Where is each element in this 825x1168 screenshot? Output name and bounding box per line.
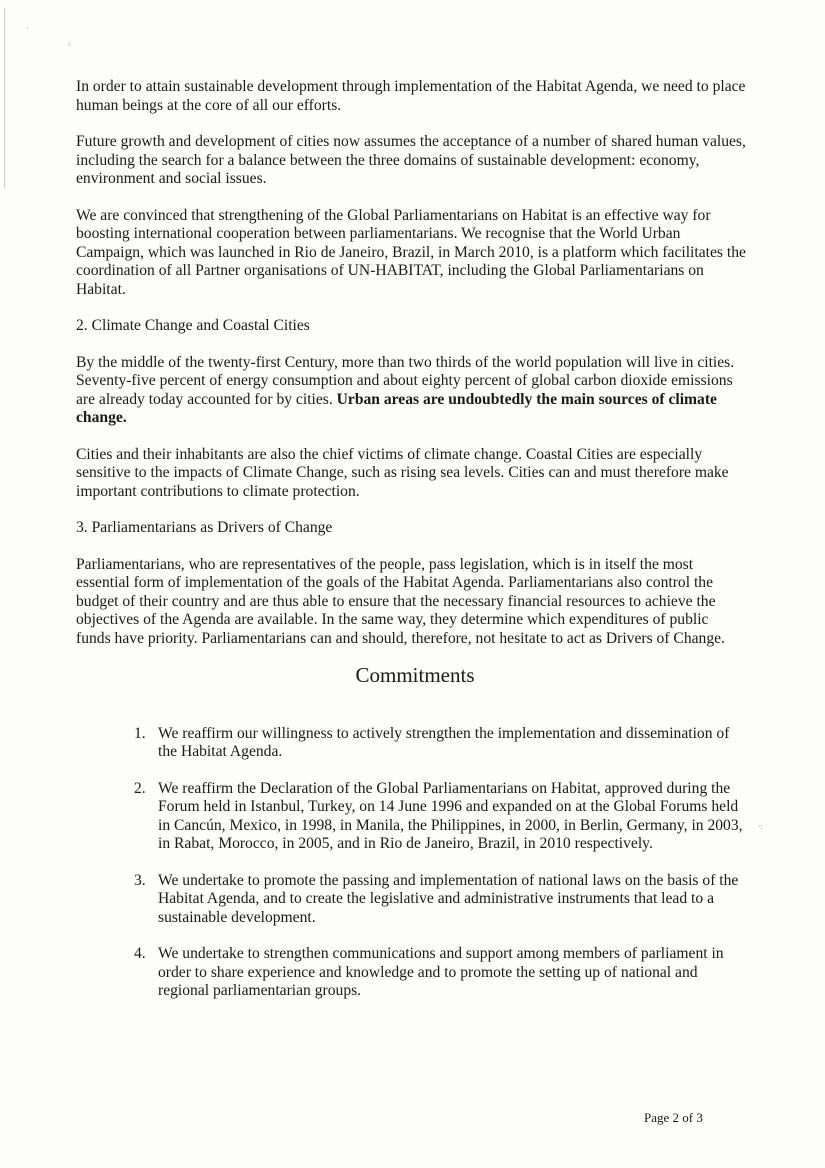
- bold-statement: Urban areas are undoubtedly the main sources of climate change.: [76, 390, 717, 426]
- paragraph-parliamentarians: Parliamentarians, who are representatives of the people, pass legislation, which is in itself the most essential form of implementation of the goals of the Habitat Agenda. Parliamentarians also control the budget of their country and are thus able to ensure that the necessary financial resources to achieve the objectives of the Agenda are available. In the same way, they determine which expenditures of public funds have priority. Parliamentarians can and should, therefore, not hesitate to act as Drivers of Change.: [76, 555, 725, 647]
- paragraph-future-growth: Future growth and development of cities now assumes the acceptance of a number of shared human values, including the search for a balance between the three domains of sustainable development: economy, environment and social issues.: [76, 133, 746, 187]
- commitment-number: 3.: [134, 871, 146, 889]
- page-number: Page 2 of 3: [644, 1110, 703, 1125]
- scan-speck: ◦: [68, 40, 71, 49]
- scan-edge-line: [4, 8, 5, 188]
- commitment-number: 4.: [134, 945, 146, 962]
- commitment-number: 1.: [134, 724, 146, 742]
- commitments-list: [76, 725, 746, 1001]
- commitment-number: 2.: [134, 779, 146, 797]
- commitment-text: We reaffirm our willingness to actively strengthen the implementation and dissemination of the Habitat Agenda.: [158, 724, 730, 760]
- commitment-item: [76, 872, 746, 928]
- document-body: [76, 78, 746, 1019]
- section-heading-climate-change: 2. Climate Change and Coastal Cities: [76, 317, 310, 334]
- paragraph-text: By the middle of the twenty-first Century, more than two thirds of the world population will live in cities. Seventy-five percent of energy consumption and about eighty percent of global carbon dioxide emissions are already today accounted for by cities.: [76, 353, 735, 408]
- commitments-title: Commitments: [355, 663, 475, 687]
- commitment-item: [76, 725, 746, 762]
- scan-speck: ·:: [758, 822, 763, 831]
- section-heading-drivers-of-change: 3. Parliamentarians as Drivers of Change: [76, 519, 333, 536]
- paragraph-twenty-first-century: [76, 354, 746, 428]
- commitment-text: We undertake to promote the passing and implementation of national laws on the basis of the Habitat Agenda, and to create the legislative and administrative instruments that lead to a sustainable development.: [158, 871, 739, 926]
- commitment-text: We reaffirm the Declaration of the Global Parliamentarians on Habitat, approved during the Forum held in Istanbul, Turkey, on 14 June 1996 and expanded on at the Global Forums held in Cancún, Mexico, in 1998, in Manila, the Philippines, in 2000, in Berlin, Germany, in 2003, in Rabat, Morocco, in 2005, and in Rio de Janeiro, Brazil, in 2010 respectively.: [158, 779, 743, 852]
- paragraph-habitat-agenda: In order to attain sustainable development through implementation of the Habitat Agenda, we need to place human beings at the core of all our efforts.: [76, 78, 746, 114]
- scan-speck: ·: [26, 24, 29, 33]
- commitment-item: [76, 945, 746, 1001]
- paragraph-global-parliamentarians: We are convinced that strengthening of the Global Parliamentarians on Habitat is an effective way for boosting international cooperation between parliamentarians. We recognise that the World Urban Campaign, which was launched in Rio de Janeiro, Brazil, in March 2010, is a platform which facilitates the coordination of all Partner organisations of UN-HABITAT, including the Global Parliamentarians on Habitat.: [76, 206, 746, 298]
- commitment-text: We undertake to strengthen communications and support among members of parliament in order to share experience and knowledge and to promote the setting up of national and regional parliamentarian groups.: [158, 945, 724, 999]
- commitment-item: [76, 780, 746, 854]
- paragraph-chief-victims: Cities and their inhabitants are also the chief victims of climate change. Coastal Cities are especially sensitive to the impacts of Climate Change, such as rising sea levels. Cities can and must therefore make important contributions to climate protection.: [76, 445, 729, 500]
